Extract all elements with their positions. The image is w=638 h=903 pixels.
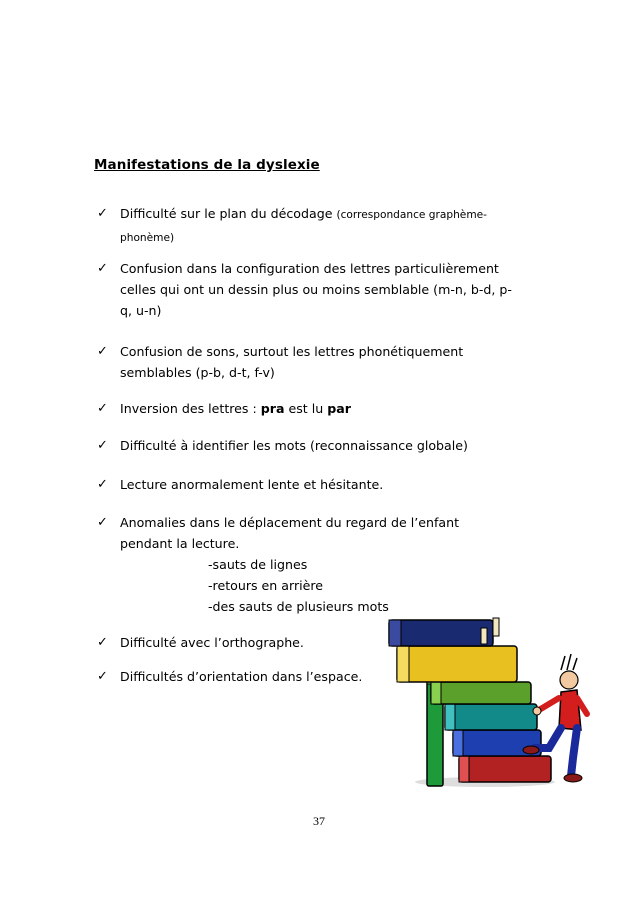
item-line: celles qui ont un dessin plus ou moins semblable (m-n, b-d, p-	[120, 282, 512, 297]
check-icon: ✓	[97, 261, 108, 276]
item-line: Anomalies dans le déplacement du regard de l’enfant	[120, 515, 460, 530]
item-text: Inversion des lettres :	[120, 401, 261, 416]
sub-item: -sauts de lignes	[208, 557, 308, 572]
list-item	[120, 203, 560, 249]
books-stack-with-reader-icon	[375, 598, 615, 802]
list-item	[120, 474, 560, 495]
item-line: Difficulté avec l’orthographe.	[120, 635, 304, 650]
check-icon: ✓	[97, 401, 108, 416]
item-line: semblables (p-b, d-t, f-v)	[120, 365, 275, 380]
check-icon: ✓	[97, 515, 108, 530]
item-line: Lecture anormalement lente et hésitante.	[120, 477, 384, 492]
item-line: pendant la lecture.	[120, 536, 240, 551]
page-number: 37	[313, 814, 325, 828]
list-item	[120, 258, 560, 321]
item-note-cont: phonème)	[120, 232, 175, 244]
item-text: Difficulté sur le plan du décodage	[120, 206, 333, 221]
item-line: Difficultés d’orientation dans l’espace.	[120, 669, 363, 684]
item-line: q, u-n)	[120, 303, 162, 318]
list-item	[120, 341, 560, 383]
bold-word: par	[327, 401, 351, 416]
check-icon: ✓	[97, 206, 108, 221]
check-icon: ✓	[97, 635, 108, 650]
list-item	[120, 435, 560, 456]
check-icon: ✓	[97, 477, 108, 492]
check-icon: ✓	[97, 438, 108, 453]
list-item	[120, 398, 560, 419]
item-note: (correspondance graphème-	[336, 209, 487, 221]
sub-item: -retours en arrière	[208, 578, 324, 593]
check-icon: ✓	[97, 669, 108, 684]
item-line: Difficulté à identifier les mots (reconnaissance globale)	[120, 438, 468, 453]
item-line: Confusion dans la configuration des lettres particulièrement	[120, 261, 499, 276]
check-icon: ✓	[97, 344, 108, 359]
bold-word: pra	[260, 401, 285, 416]
sub-item: -des sauts de plusieurs mots	[208, 599, 389, 614]
item-line: Confusion de sons, surtout les lettres phonétiquement	[120, 344, 464, 359]
item-text: est lu	[284, 401, 328, 416]
page-heading: Manifestations de la dyslexie	[94, 157, 320, 173]
